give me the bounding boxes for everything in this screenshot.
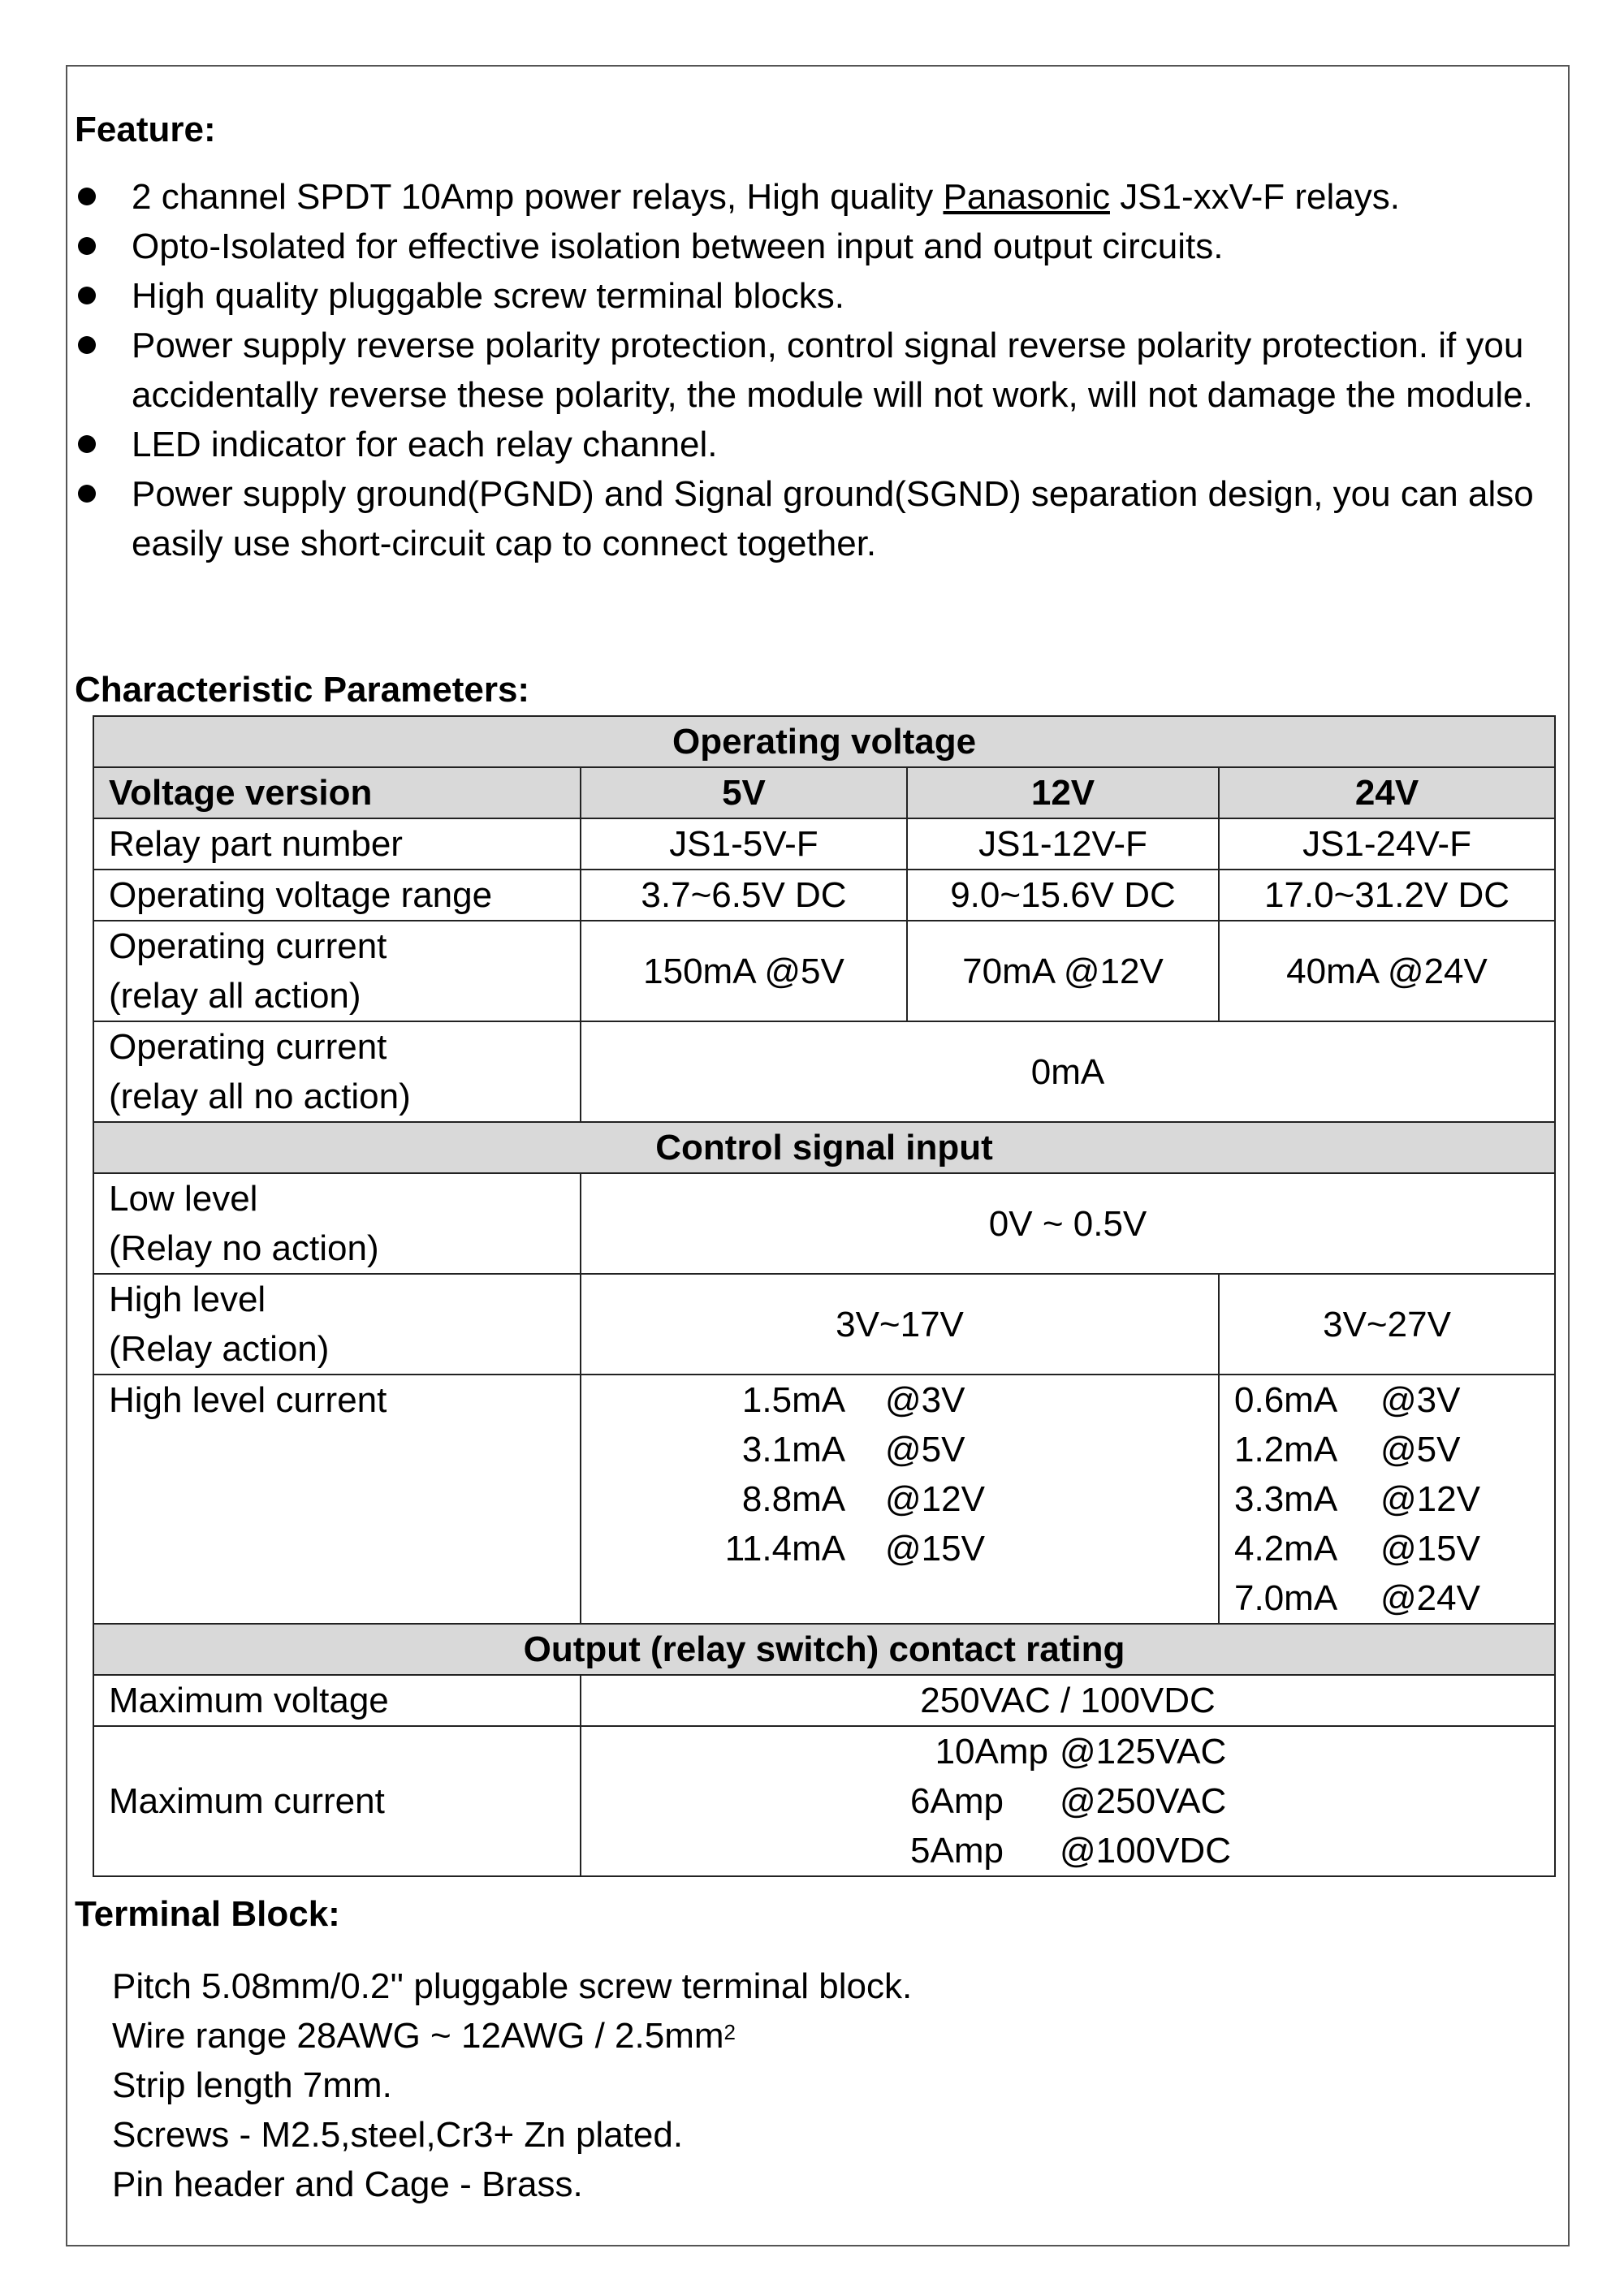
col-header-24v: 24V: [1219, 767, 1555, 818]
current-line: 3.3mA @12V: [1234, 1479, 1480, 1519]
section-title: Control signal input: [93, 1122, 1555, 1173]
superscript: 2: [723, 2020, 736, 2044]
section-row-output: [93, 1624, 1555, 1675]
cell-value: 0V ~ 0.5V: [581, 1173, 1555, 1274]
table-row: [93, 1173, 1555, 1274]
cell-value: 0mA: [581, 1021, 1555, 1122]
row-label: High level current: [93, 1375, 581, 1624]
high-current-left: [581, 1375, 1219, 1624]
current-line: 11.4mA @15V: [724, 1529, 985, 1569]
feature-item: 2 channel SPDT 10Amp power relays, High quality Panasonic JS1-xxV-F relays.: [75, 172, 1565, 222]
header-row: [93, 767, 1555, 818]
row-label: High level (Relay action): [93, 1274, 581, 1375]
feature-heading: Feature:: [75, 110, 216, 149]
row-label: Operating current (relay all action): [93, 921, 581, 1021]
section-title: Output (relay switch) contact rating: [93, 1624, 1555, 1675]
bullet-icon: [78, 287, 96, 304]
row-label: Maximum voltage: [93, 1675, 581, 1726]
feature-item: LED indicator for each relay channel.: [75, 420, 1565, 469]
row-label: Maximum current: [93, 1726, 581, 1876]
parameters-table: [93, 715, 1556, 1877]
cell-value: 3V~27V: [1219, 1274, 1555, 1375]
current-line: 7.0mA @24V: [1234, 1578, 1480, 1618]
feature-item: Opto-Isolated for effective isolation between input and output circuits.: [75, 222, 1565, 271]
table-row: [93, 1726, 1555, 1876]
current-line: 5Amp @100VDC: [910, 1831, 1231, 1871]
cell-value: JS1-24V-F: [1219, 818, 1555, 870]
cell-value: 3V~17V: [581, 1274, 1219, 1375]
col-header-version: Voltage version: [93, 767, 581, 818]
table-row: [93, 921, 1555, 1021]
section-row-control: [93, 1122, 1555, 1173]
cell-value: JS1-12V-F: [907, 818, 1219, 870]
current-line: 4.2mA @15V: [1234, 1529, 1480, 1569]
max-current-values: [581, 1726, 1555, 1876]
cell-value: 9.0~15.6V DC: [907, 870, 1219, 921]
current-line: 0.6mA @3V: [1234, 1380, 1461, 1420]
panasonic-link[interactable]: Panasonic: [943, 177, 1110, 217]
cell-value: 150mA @5V: [581, 921, 907, 1021]
table-row: [93, 870, 1555, 921]
current-line: 3.1mA @5V: [741, 1430, 965, 1470]
terminal-line: Strip length 7mm.: [112, 2065, 392, 2105]
current-line: 8.8mA @12V: [741, 1479, 985, 1519]
terminal-specs: [112, 1962, 912, 2209]
row-label: Operating voltage range: [93, 870, 581, 921]
table-row: [93, 1021, 1555, 1122]
table-row: [93, 818, 1555, 870]
feature-item: High quality pluggable screw terminal blocks.: [75, 271, 1565, 321]
cell-value: JS1-5V-F: [581, 818, 907, 870]
table-row: [93, 1375, 1555, 1624]
table-row: [93, 1675, 1555, 1726]
bullet-icon: [78, 336, 96, 354]
table-row: [93, 1274, 1555, 1375]
feature-item: Power supply ground(PGND) and Signal ground(SGND) separation design, you can also easily use short-circuit cap to connect together.: [75, 469, 1565, 568]
terminal-line: Pin header and Cage - Brass.: [112, 2164, 583, 2204]
row-label: Low level (Relay no action): [93, 1173, 581, 1274]
cell-value: 250VAC / 100VDC: [581, 1675, 1555, 1726]
feature-list: [75, 172, 1565, 568]
cell-value: 40mA @24V: [1219, 921, 1555, 1021]
current-line: 6Amp @250VAC: [910, 1781, 1227, 1821]
cell-value: 70mA @12V: [907, 921, 1219, 1021]
feature-item: Power supply reverse polarity protection, control signal reverse polarity protection. if you accidentally reverse these polarity, the module will not work, will not damage the module.: [75, 321, 1565, 420]
bullet-icon: [78, 188, 96, 205]
high-current-right: [1219, 1375, 1555, 1624]
current-line: 1.2mA @5V: [1234, 1430, 1461, 1470]
row-label: Relay part number: [93, 818, 581, 870]
terminal-line: Pitch 5.08mm/0.2'' pluggable screw terminal block.: [112, 1966, 913, 2006]
current-line: 10Amp @125VAC: [935, 1732, 1227, 1772]
bullet-icon: [78, 435, 96, 453]
cell-value: 17.0~31.2V DC: [1219, 870, 1555, 921]
section-title: Operating voltage: [93, 716, 1555, 767]
current-line: 1.5mA @3V: [741, 1380, 965, 1420]
col-header-5v: 5V: [581, 767, 907, 818]
cell-value: 3.7~6.5V DC: [581, 870, 907, 921]
params-heading: Characteristic Parameters:: [75, 670, 530, 710]
section-row-operating: [93, 716, 1555, 767]
terminal-line: Screws - M2.5,steel,Cr3+ Zn plated.: [112, 2115, 684, 2155]
row-label: Operating current (relay all no action): [93, 1021, 581, 1122]
bullet-icon: [78, 485, 96, 503]
terminal-line: Wire range 28AWG ~ $12AWG / 2.5mm^2$: [112, 2016, 736, 2056]
bullet-icon: [78, 237, 96, 255]
col-header-12v: 12V: [907, 767, 1219, 818]
terminal-heading: Terminal Block:: [75, 1894, 340, 1934]
